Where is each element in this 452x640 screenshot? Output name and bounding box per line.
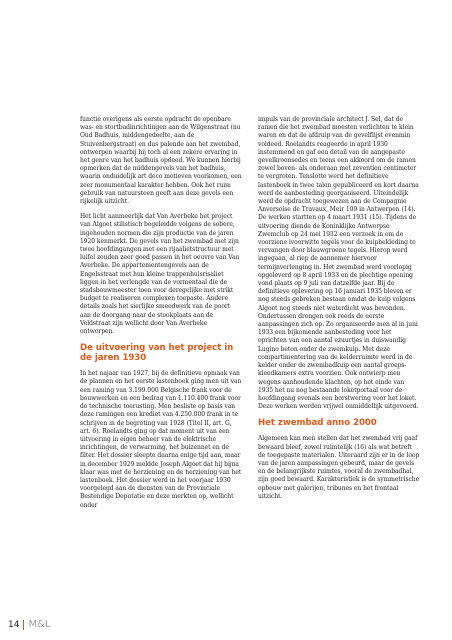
footer-divider: [23, 620, 24, 630]
paragraph: impuls van de provinciale architect J. Sel, dat de ramen die het zwembad moesten verlichten te klein waren en dat de afdruip van de gevelflijst evenmin voldeed. Roelandts reageerde in april 1930 instemmend en gaf een detail van de aangepaste gevelkroonsedes en teens een akkoord om de ramen zowel boven- als onderaan met zeventien centimeter te vergroten. Tenslotte werd het definitieve lastenboek in twee talen gepubliceerd en kort daarna werd de aanbesteding georganiseerd. Uiteindelijk werd de opdracht toegewezen aan de Compagnie Anversoise de Travaux, Meir 109 in Antwerpen (14). De werken startten op 4 maart 1931 (15). Tijdens de uitvoering diende de Koninklijke Antwerpse Zwemclub op 24 mei 1932 een verzoek in om de voorziene ivoorwitte tegels voor de kuipbekleding te vervangen door blauwgroene tegels. Hierop werd ingegaan, al riep de aannemer hiervoor termijnverlenging in. Het zwembad werd voorlopig opgeleverd op 8 april 1933 en de plechtige opening vond plaats op 9 juli van datzelfde jaar. Bij de definitieve oplevering op 16 januari 1935 bleven er nog steeds gebreken bestaan omdat de kuip volgens Algoet nog steeds niet waterdicht was bevonden. Ondertussen drongen ook reeds de eerste aanpassingen zich op. Zo organiseerde men al in juni 1933 een bijkomende aanbesteding voor het oprichten van een aantal ezuurtjes in duiswandig Lugino beton onder de zwemkuip. Met deze compartimentering van de kelderruimte werd in de kelder onder de zwembadkuip een aantal groeps-kleedkamers extra voorzien. Ook ontwierp men wegens aanhoudende klachten, op het einde van 1935 het nu nog bestaande loketportaal voor de hoofdingang evenals een borstwering voor het loket. Deze werken werden vrijwel onmiddellijk uitgevoerd.: [258, 116, 419, 411]
section-heading: De uitvoering van het project in de jaren 1930: [80, 343, 234, 364]
page-footer: [8, 619, 50, 630]
section-heading: Het zwembad anno 2000: [258, 418, 377, 429]
publication-logo: M&L: [28, 619, 51, 630]
right-column: [258, 116, 420, 501]
left-column: [80, 116, 242, 510]
paragraph: Algemeen kan men stellen dat het zwembad vrij gaaf bewaard bleef, zowel ruimtelijk (16) als wat betreft de toegepaste materialen. Uiteraard zijn er in de loop van de jaren aanpassingen gebeurd, maar de gevels en de belangrijkste ruimtes, vooral de zwembadhal, zijn goed bewaard. Karakteristiek is de symmetrische opbouw met galerijen, tribunes en het frontaal uitzicht.: [258, 435, 420, 500]
paragraph: In het najaar van 1927, bij de definitieve opmaak van de plannen en het eerste lastenboek ging men uit van een raming van 3.199.000 Belgische frank voor de bouwwerken en een bedrag van 1.110.400 frank voor de technische toerusting. Men besliste op basis van deze ramingen een krediet van 4.250.000 frank in te schrijven in de begroting van 1928 (Titel II, art. G, art. 6). Roelandts ging op dat moment uit van een uitvoering in eigen beheer van de elektrische inrichtingen, de verwarming, het buizennet en de filter. Het dossier sleepte daarna enige tijd aan, maar in december 1929 meldde Joseph Algoet dat hij bijna klaar was met de herziening en de herziening van het lastenboek. Het dossier werd in het voorjaar 1930 voorgelegd aan de diensten van de Provinciale Bestendige Deputatie en deze merkten op, wellicht onder: [80, 370, 242, 509]
page-number: 14: [8, 619, 20, 630]
paragraph: functie overigens als eerste opdracht de openbare was- en stortbadinrichtingen aan de Wilgenstraat (nu Oud Badhuis, middengedeelte, aan de Stuivenbergstraat) en dus palende aan het zwembad, ontwerpen waarbij hij toch al een zekere ervaring in het genre van het badhuis opdeed. We kunnen hierbij opmerken dat de middengevels van het badhuis, waarin onduidelijk art deco motieven voorkomen, een zeer monumentaal karakter hebben. Ook het ruim gebruik van natuursteen geeft aan deze gevels een rijkelijk uitzicht.: [80, 116, 242, 206]
paragraph: Het licht aanmeerlijk dat Van Averbeke het project van Algoet stilistisch begeleidde volgens de sobere, ingehouden normen die zijn productie van de jaren 1920 kenmerkt. De gevels van het zwembad met zijn twee hoofdingangen met een rijaalietstructuur met luifel zouden zeer goed passen in het oeuvre van Van Averbeke. De appartementengevels aan de Engelsstraat met hun kleine trappenhuisrisaliet liggen in het verlengde van de vormentaal die de stadsbouwmeester toen voor deregelijke met strikt budget te realiseren complexen toepaste. Andere details zoals het sierlijke smeedwerk van de poort aan de doorgang naar de stookplaats aan de Veldstraat zijn wellicht door Van Averbeke ontworpen.: [80, 213, 240, 336]
